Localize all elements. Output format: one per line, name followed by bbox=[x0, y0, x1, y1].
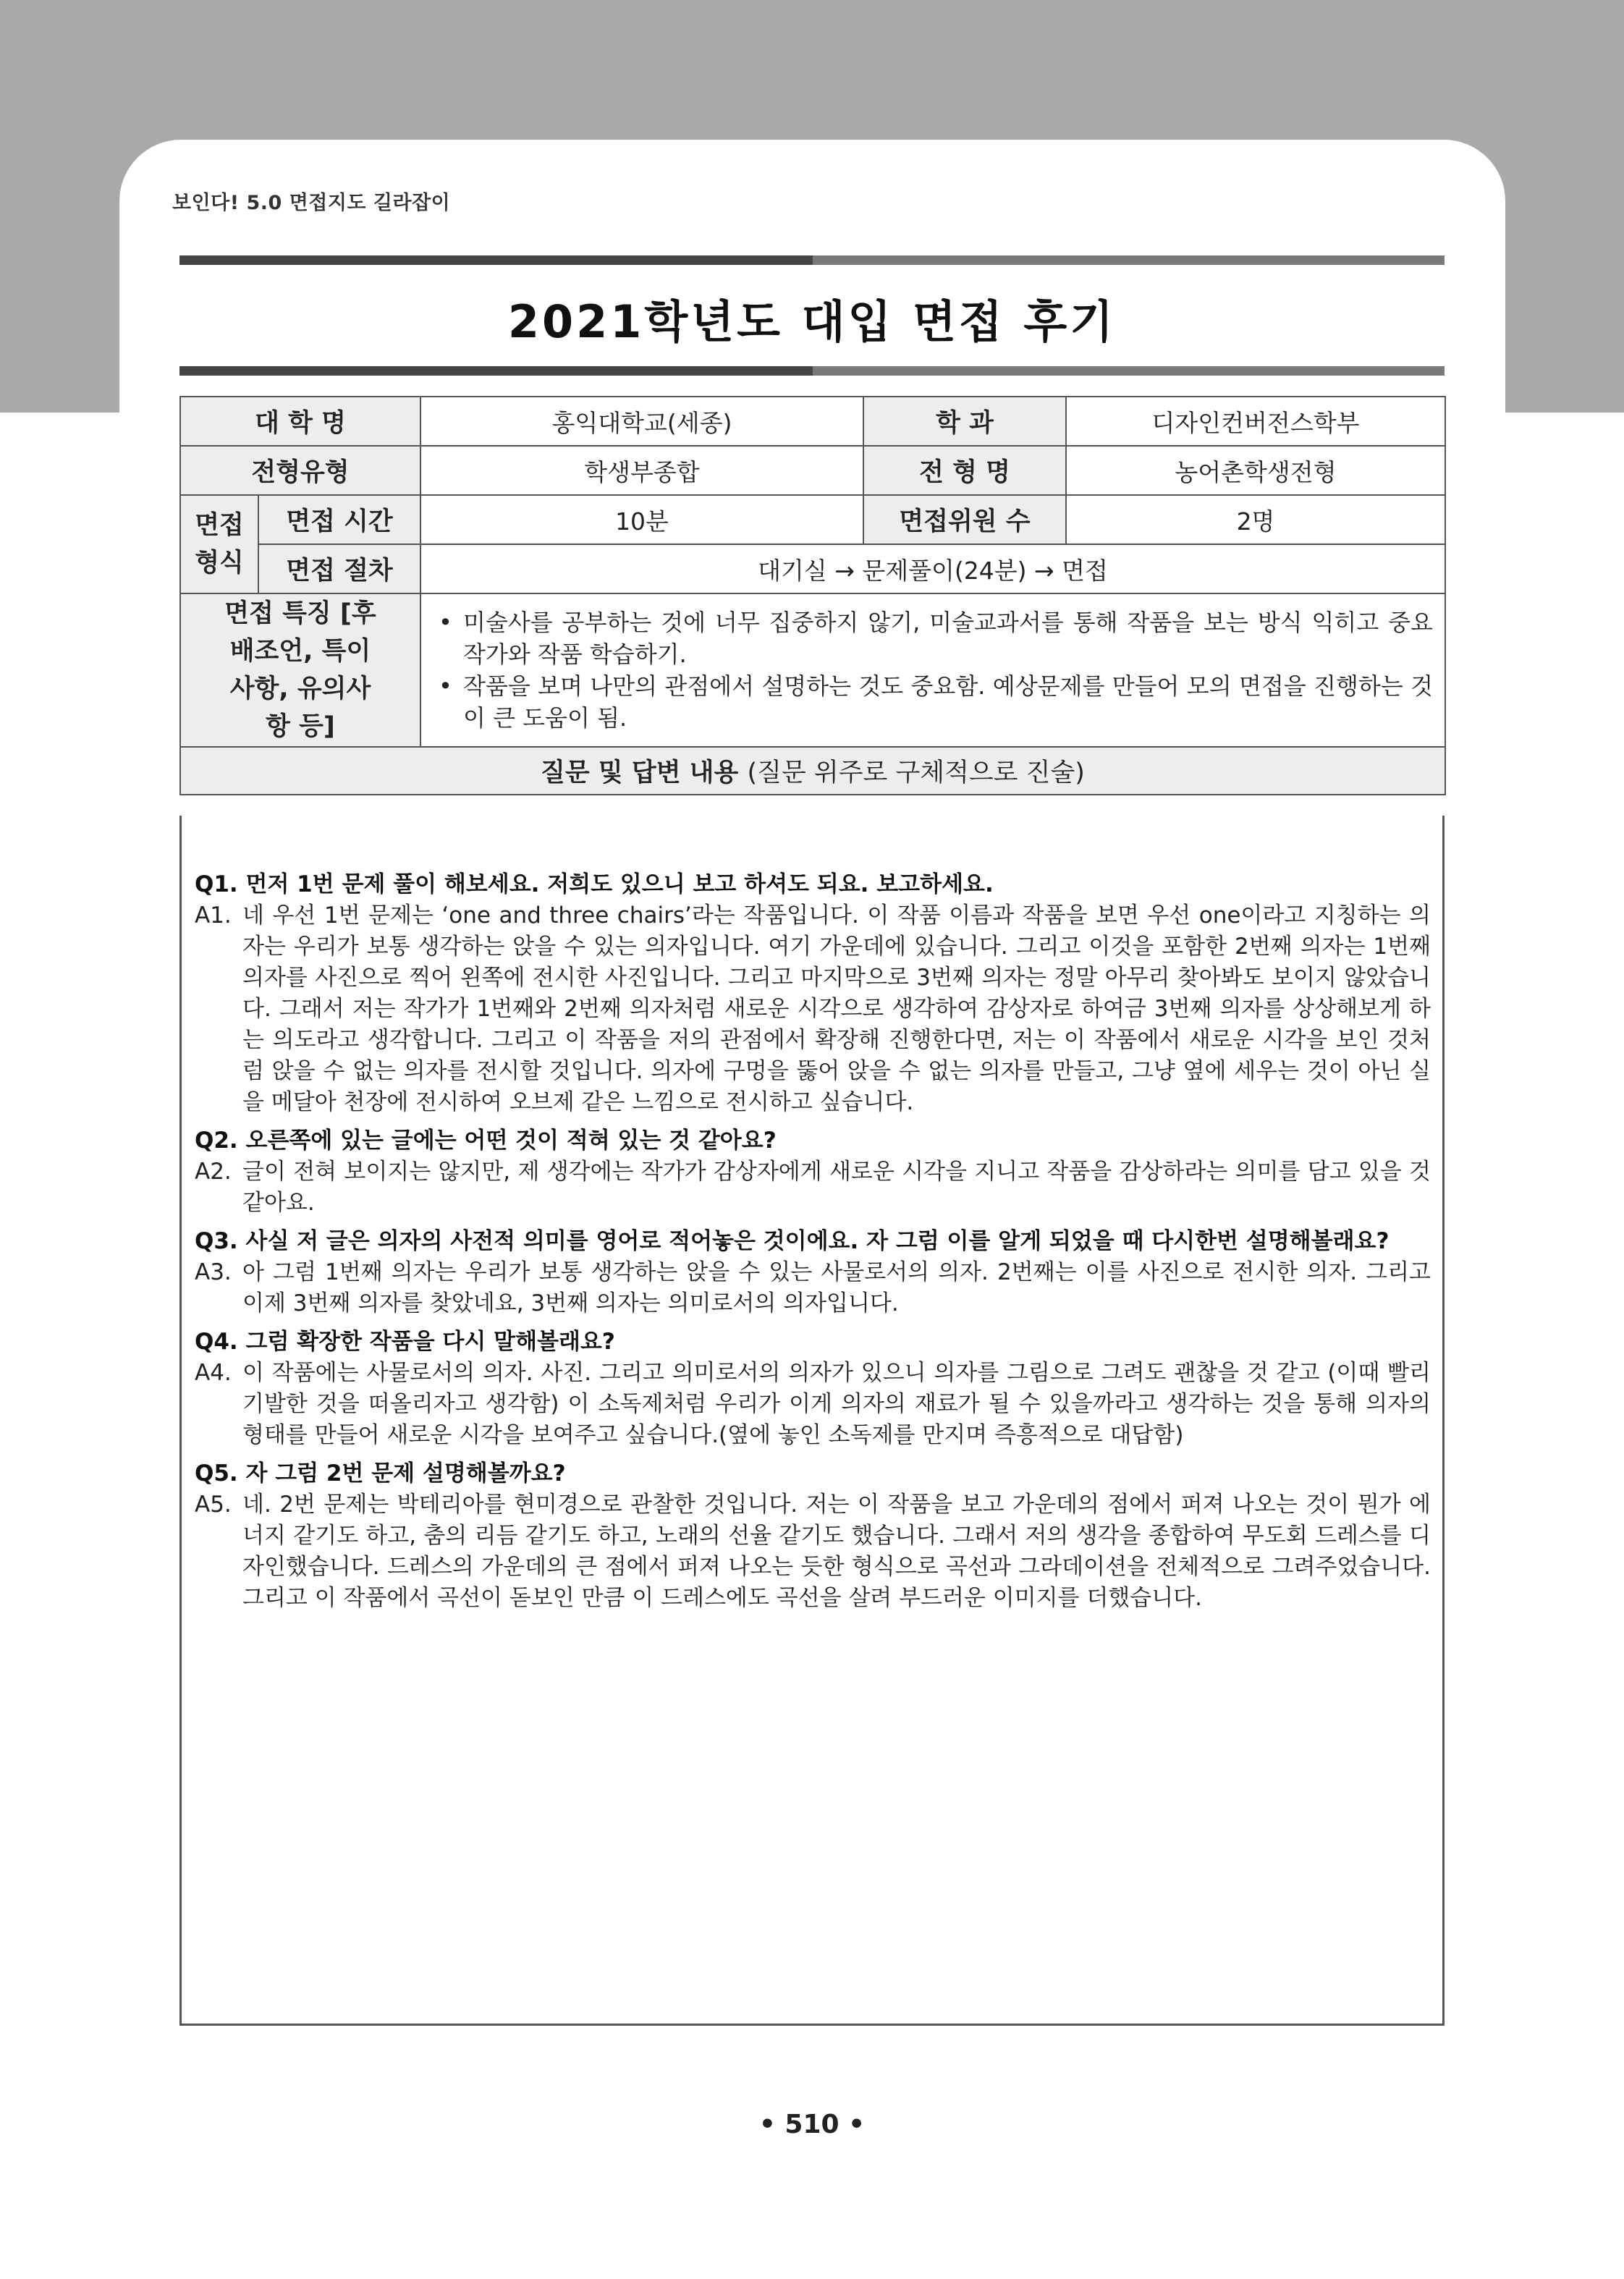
procedure-label: 면접 절차 bbox=[258, 544, 420, 593]
question-text: Q5. 자 그럼 2번 문제 설명해볼까요? bbox=[195, 1460, 566, 1487]
table-row bbox=[180, 397, 1445, 446]
department-label: 학 과 bbox=[863, 397, 1066, 446]
table-row bbox=[180, 747, 1445, 795]
feature-text: 미술사를 공부하는 것에 너무 집중하지 않기, 미술교과서를 통해 작품을 보는 방식 익히고 중요 작가와 작품 학습하기. bbox=[463, 609, 1433, 668]
qa-item bbox=[195, 1226, 1431, 1319]
department-value: 디자인컨버전스학부 bbox=[1066, 397, 1445, 446]
answer-label: A2. bbox=[195, 1159, 232, 1185]
answer-text: 이 작품에는 사물로서의 의자. 사진. 그리고 의미로서의 의자가 있으니 의자를 그림으로 그려도 괜찮을 것 같고 (이때 빨리 기발한 것을 떠올리자고 생각함) 이 소독제처럼 우리가 이게 의자의 재료가 될 수 있을까라고 생각하는 것을 통해 의자의 형태를 만들어 새로운 시각을 보여주고 싶습니다.(옆에 놓인 소독제를 만지며 즉흥적으로 대답함) bbox=[242, 1360, 1431, 1448]
qa-content bbox=[179, 816, 1445, 2026]
interviewers-label: 면접위원 수 bbox=[863, 495, 1066, 544]
qa-item bbox=[195, 869, 1431, 1118]
admission-name-value: 농어촌학생전형 bbox=[1066, 446, 1445, 495]
answer-label: A4. bbox=[195, 1360, 232, 1386]
qa-header-main: 질문 및 답변 내용 bbox=[541, 758, 739, 787]
format-label: 면접 형식 bbox=[180, 495, 258, 593]
list-item bbox=[439, 670, 1433, 734]
answer-label: A5. bbox=[195, 1492, 232, 1518]
running-header: 보인다! 5.0 면접지도 길라잡이 bbox=[172, 192, 451, 214]
interviewers-value: 2명 bbox=[1066, 495, 1445, 544]
admission-type-value: 학생부종합 bbox=[420, 446, 863, 495]
bullet-icon: • bbox=[439, 672, 452, 700]
answer-text: 네. 2번 문제는 박테리아를 현미경으로 관찰한 것입니다. 저는 이 작품을 보고 가운데의 점에서 퍼져 나오는 것이 뭔가 에너지 같기도 하고, 춤의 리듬 같기도 하고, 노래의 선율 같기도 했습니다. 그래서 저의 생각을 종합하여 무도회 드레스를 디자인했습니다. 드레스의 가운데의 큰 점에서 퍼져 나오는 듯한 형식으로 곡선과 그라데이션을 전체적으로 그려주었습니다. 그리고 이 작품에서 곡선이 돋보인 만큼 이 드레스에도 곡선을 살려 부드러운 이미지를 더했습니다. bbox=[242, 1492, 1431, 1611]
bullet-icon: • bbox=[439, 609, 452, 636]
question-text: Q1. 먼저 1번 문제 풀이 해보세요. 저희도 있으니 보고 하셔도 되요. 보고하세요. bbox=[195, 871, 994, 897]
university-value: 홍익대학교(세종) bbox=[420, 397, 863, 446]
qa-header-note: (질문 위주로 구체적으로 진술) bbox=[747, 758, 1085, 787]
title-rule-top bbox=[179, 255, 1445, 265]
answer-label: A3. bbox=[195, 1259, 232, 1285]
answer-text: 네 우선 1번 문제는 ‘one and three chairs’라는 작품입니다. 이 작품 이름과 작품을 보면 우선 one이라고 지칭하는 의자는 우리가 보통 생각하는 앉을 수 있는 의자입니다. 여기 가운데에 있습니다. 그리고 이것을 포함한 2번째 의자는 1번째 의자를 사진으로 찍어 왼쪽에 전시한 사진입니다. 그리고 마지막으로 3번째 의자는 정말 아무리 찾아봐도 보이지 않았습니다. 그래서 저는 작가가 1번째와 2번째 의자처럼 새로운 시각으로 생각하여 감상자로 하여금 3번째 의자를 상상해보게 하는 의도라고 생각합니다. 그리고 이 작품을 저의 관점에서 확장해 진행한다면, 저는 이 작품에서 새로운 시각을 보인 것처럼 앉을 수 없는 의자를 전시할 것입니다. 의자에 구멍을 뚫어 앉을 수 없는 의자를 만들고, 그냥 옆에 세우는 것이 아닌 실을 메달아 천장에 전시하여 오브제 같은 느낌으로 전시하고 싶습니다. bbox=[242, 902, 1431, 1115]
question-text: Q3. 사실 저 글은 의자의 사전적 의미를 영어로 적어놓은 것이에요. 자 그럼 이를 알게 되었을 때 다시한번 설명해볼래요? bbox=[195, 1228, 1390, 1254]
answer bbox=[195, 1257, 1431, 1319]
page-number: • 510 • bbox=[758, 2110, 866, 2139]
title-rule-bottom bbox=[179, 366, 1445, 376]
answer bbox=[195, 1157, 1431, 1219]
answer bbox=[195, 1489, 1431, 1614]
answer-text: 아 그럼 1번째 의자는 우리가 보통 생각하는 앉을 수 있는 사물로서의 의자. 2번째는 이를 사진으로 전시한 의자. 그리고 이제 3번째 의자를 찾았네요, 3번째 의자는 의미로서의 의자입니다. bbox=[242, 1259, 1431, 1316]
qa-item bbox=[195, 1125, 1431, 1219]
answer-label: A1. bbox=[195, 902, 232, 929]
table-row bbox=[180, 495, 1445, 544]
qa-section-header bbox=[180, 747, 1445, 795]
list-item bbox=[439, 606, 1433, 670]
time-value: 10분 bbox=[420, 495, 863, 544]
university-label: 대 학 명 bbox=[180, 397, 420, 446]
page-title: 2021학년도 대입 면접 후기 bbox=[507, 295, 1117, 348]
answer bbox=[195, 1358, 1431, 1451]
table-row bbox=[180, 446, 1445, 495]
procedure-value: 대기실 → 문제풀이(24분) → 면접 bbox=[420, 544, 1445, 593]
table-row bbox=[180, 593, 1445, 747]
qa-item bbox=[195, 1458, 1431, 1614]
admission-name-label: 전 형 명 bbox=[863, 446, 1066, 495]
table-row bbox=[180, 544, 1445, 593]
answer-text: 글이 전혀 보이지는 않지만, 제 생각에는 작가가 감상자에게 새로운 시각을 지니고 작품을 감상하라는 의미를 담고 있을 것 같아요. bbox=[242, 1159, 1431, 1216]
features-body bbox=[420, 593, 1445, 747]
admission-type-label: 전형유형 bbox=[180, 446, 420, 495]
qa-item bbox=[195, 1327, 1431, 1451]
time-label: 면접 시간 bbox=[258, 495, 420, 544]
question-text: Q4. 그럼 확장한 작품을 다시 말해볼래요? bbox=[195, 1329, 615, 1355]
interview-info-table bbox=[179, 396, 1446, 795]
question-text: Q2. 오른쪽에 있는 글에는 어떤 것이 적혀 있는 것 같아요? bbox=[195, 1128, 777, 1154]
header-band-strip-left bbox=[0, 397, 119, 413]
header-band-strip-right bbox=[1505, 397, 1624, 413]
features-label: 면접 특징 [후배조언, 특이사항, 유의사항 등] bbox=[180, 593, 420, 747]
feature-text: 작품을 보며 나만의 관점에서 설명하는 것도 중요함. 예상문제를 만들어 모의 면접을 진행하는 것이 큰 도움이 됨. bbox=[463, 672, 1433, 732]
answer bbox=[195, 900, 1431, 1118]
